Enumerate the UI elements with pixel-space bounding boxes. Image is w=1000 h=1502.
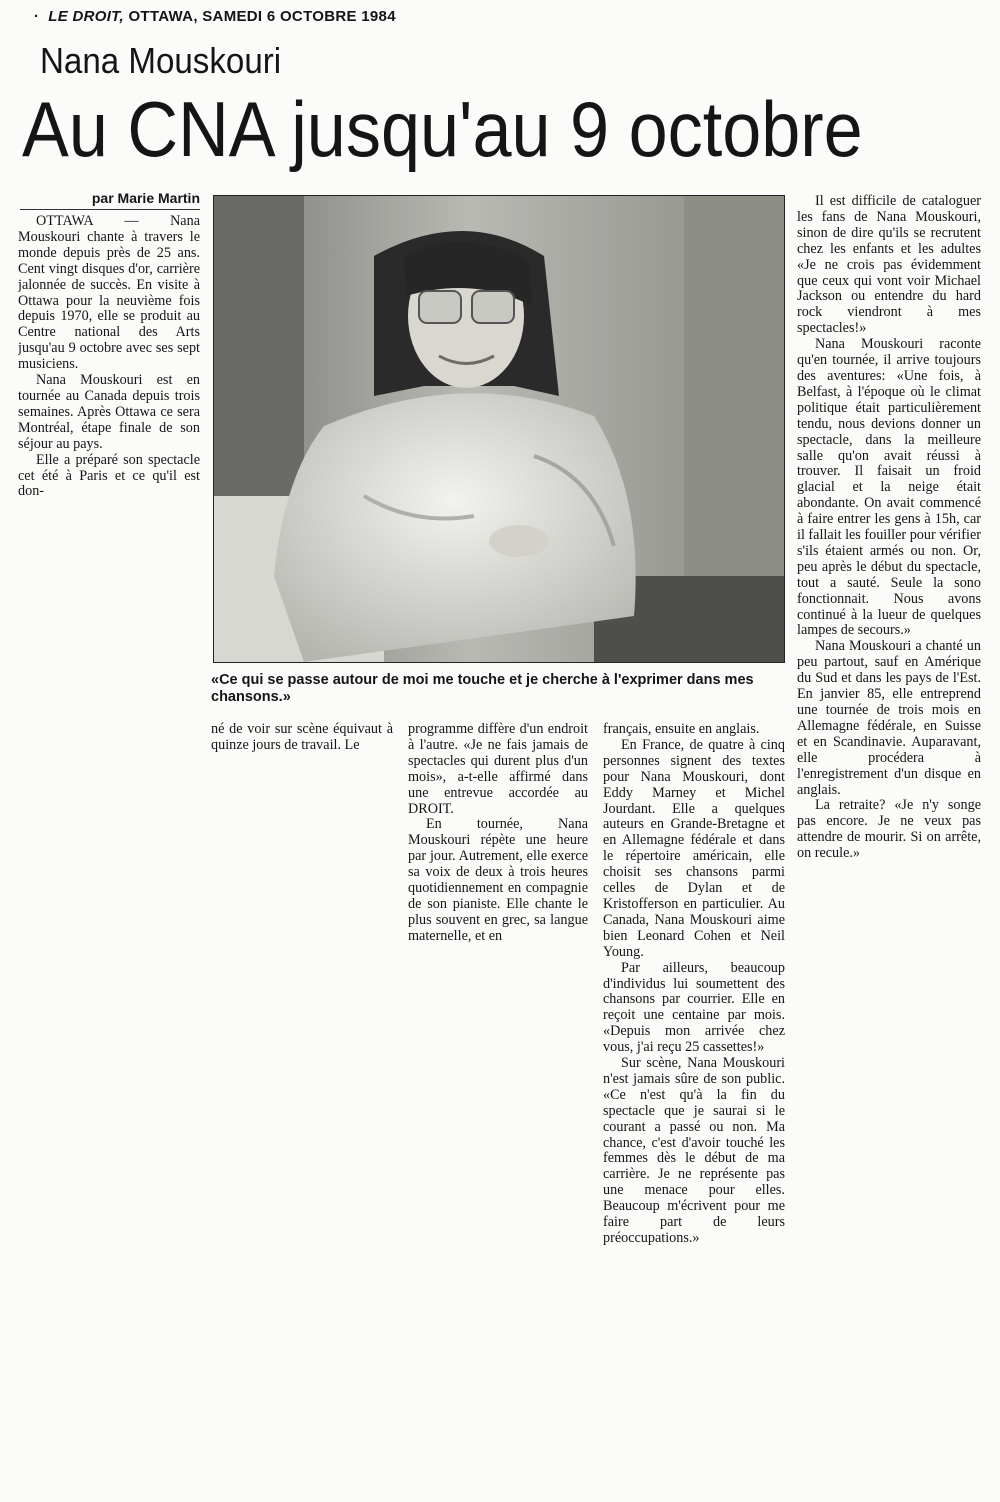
paragraph: En France, de quatre à cinq personnes signent des textes pour Nana Mouskouri, dont Eddy Marney et Michel Jourdant. Elle a quelques auteurs en Grande-Bretagne et en Allemagne fédérale et dans le répertoire américain, elle choisit ses chansons parmi celles de Dylan et de Kristofferson en particulier. Au Canada, Nana Mouskouri aime bien Leonard Cohen et Neil Young. (603, 736, 785, 960)
article-photo (213, 195, 785, 663)
article-column-1 (18, 214, 200, 634)
article-kicker: Nana Mouskouri (40, 40, 282, 81)
byline: par Marie Martin (91, 190, 200, 206)
paragraph: Elle a préparé son spectacle cet été à Paris et ce qu'il est don- (18, 451, 200, 500)
paragraph: Nana Mouskouri est en tournée au Canada depuis trois semaines. Après Ottawa ce sera Montréal, étape finale de son séjour au pays. (18, 372, 200, 452)
byline-rule (20, 209, 200, 210)
paragraph: En tournée, Nana Mouskouri répète une heure par jour. Autrement, elle exerce sa voix de deux à trois heures quotidiennement en compagnie de son pianiste. Elle chante le plus souvent en grec, sa langue maternelle, et en (408, 816, 588, 944)
paragraph: français, ensuite en anglais. (603, 722, 760, 737)
paragraph: programme diffère d'un endroit à l'autre. «Je ne fais jamais de spectacles qui durent plus d'un mois», a-t-elle affirmé dans une entrevue accordée au DROIT. (408, 722, 588, 817)
paragraph: La retraite? «Je n'y songe pas encore. Je ne veux pas attendre de mourir. Si on arrête, on recule.» (797, 797, 981, 862)
paragraph: Nana Mouskouri a chanté un peu partout, sauf en Amérique du Sud et dans les pays de l'Est. En janvier 85, elle entreprend une tournée de trois mois en Allemagne fédérale, en Suisse et en Scandinavie. Auparavant, elle procédera à l'enregistrement d'un disque en anglais. (797, 638, 981, 798)
paragraph: OTTAWA — Nana Mouskouri chante à travers le monde depuis près de 25 ans. Cent vingt disques d'or, carrière jalonnée de succès. En visite à Ottawa pour la neuvième fois depuis 1970, elle se produit au Centre national des Arts jusqu'au 9 octobre avec ses sept musiciens. (18, 214, 200, 373)
place-date: OTTAWA, SAMEDI 6 OCTOBRE 1984 (128, 8, 396, 25)
article-headline: Au CNA jusqu'au 9 octobre (22, 85, 863, 173)
article-column-3 (408, 722, 588, 1322)
paragraph: Par ailleurs, beaucoup d'individus lui soumettent des chansons par courrier. Elle en reçoit une centaine par mois. «Depuis mon arrivée chez vous, j'ai reçu 25 cassettes!» (603, 959, 785, 1056)
paragraph: né de voir sur scène équivaut à quinze jours de travail. Le (211, 722, 393, 753)
photo-caption: «Ce qui se passe autour de moi me touche et je cherche à l'exprimer dans mes chansons.» (211, 672, 754, 705)
paragraph: Il est difficile de cataloguer les fans de Nana Mouskouri, sinon de dire qu'ils se recrutent chez les enfants et les adultes «Je ne crois pas évidemment que ceux qui vont voir Michael Jackson ou entendre du hard rock viendront à mes spectacles!» (797, 194, 981, 337)
article-column-5 (797, 194, 981, 1194)
publication-name: LE DROIT, (48, 8, 124, 25)
portrait-photo (214, 196, 784, 662)
paragraph: Nana Mouskouri raconte qu'en tournée, il arrive toujours des aventures: «Une fois, à Belfast, à l'époque où le climat politique était particulièrement tendu, nous devions donner un spectacle, dans la meilleure salle qu'on avait réussi à trouver. Il faisait un froid glacial et la neige était abondante. On avait commencé à faire entrer les gens à 15h, car il fallait les fouiller pour vérifier s'ils étaient armés ou non. Or, peu après le début du spectacle, tout a sauté. Seule la sono fonctionnait. Nous avons continué à la lueur de quelques lampes de secours.» (797, 336, 981, 639)
article-column-4 (603, 722, 785, 1502)
article-column-2 (211, 722, 393, 782)
dateline: · LE DROIT, OTTAWA, SAMEDI 6 OCTOBRE 1984 (34, 8, 396, 25)
paragraph: Sur scène, Nana Mouskouri n'est jamais sûre de son public. «Ce n'est qu'à la fin du spectacle que je saurai si le courant a passé ou non. Ma chance, c'est d'avoir touché les femmes dès le début de ma carrière. Je ne représente pas une menace pour elles. Beaucoup m'écrivent pour me faire part de leurs préoccupations.» (603, 1055, 785, 1246)
